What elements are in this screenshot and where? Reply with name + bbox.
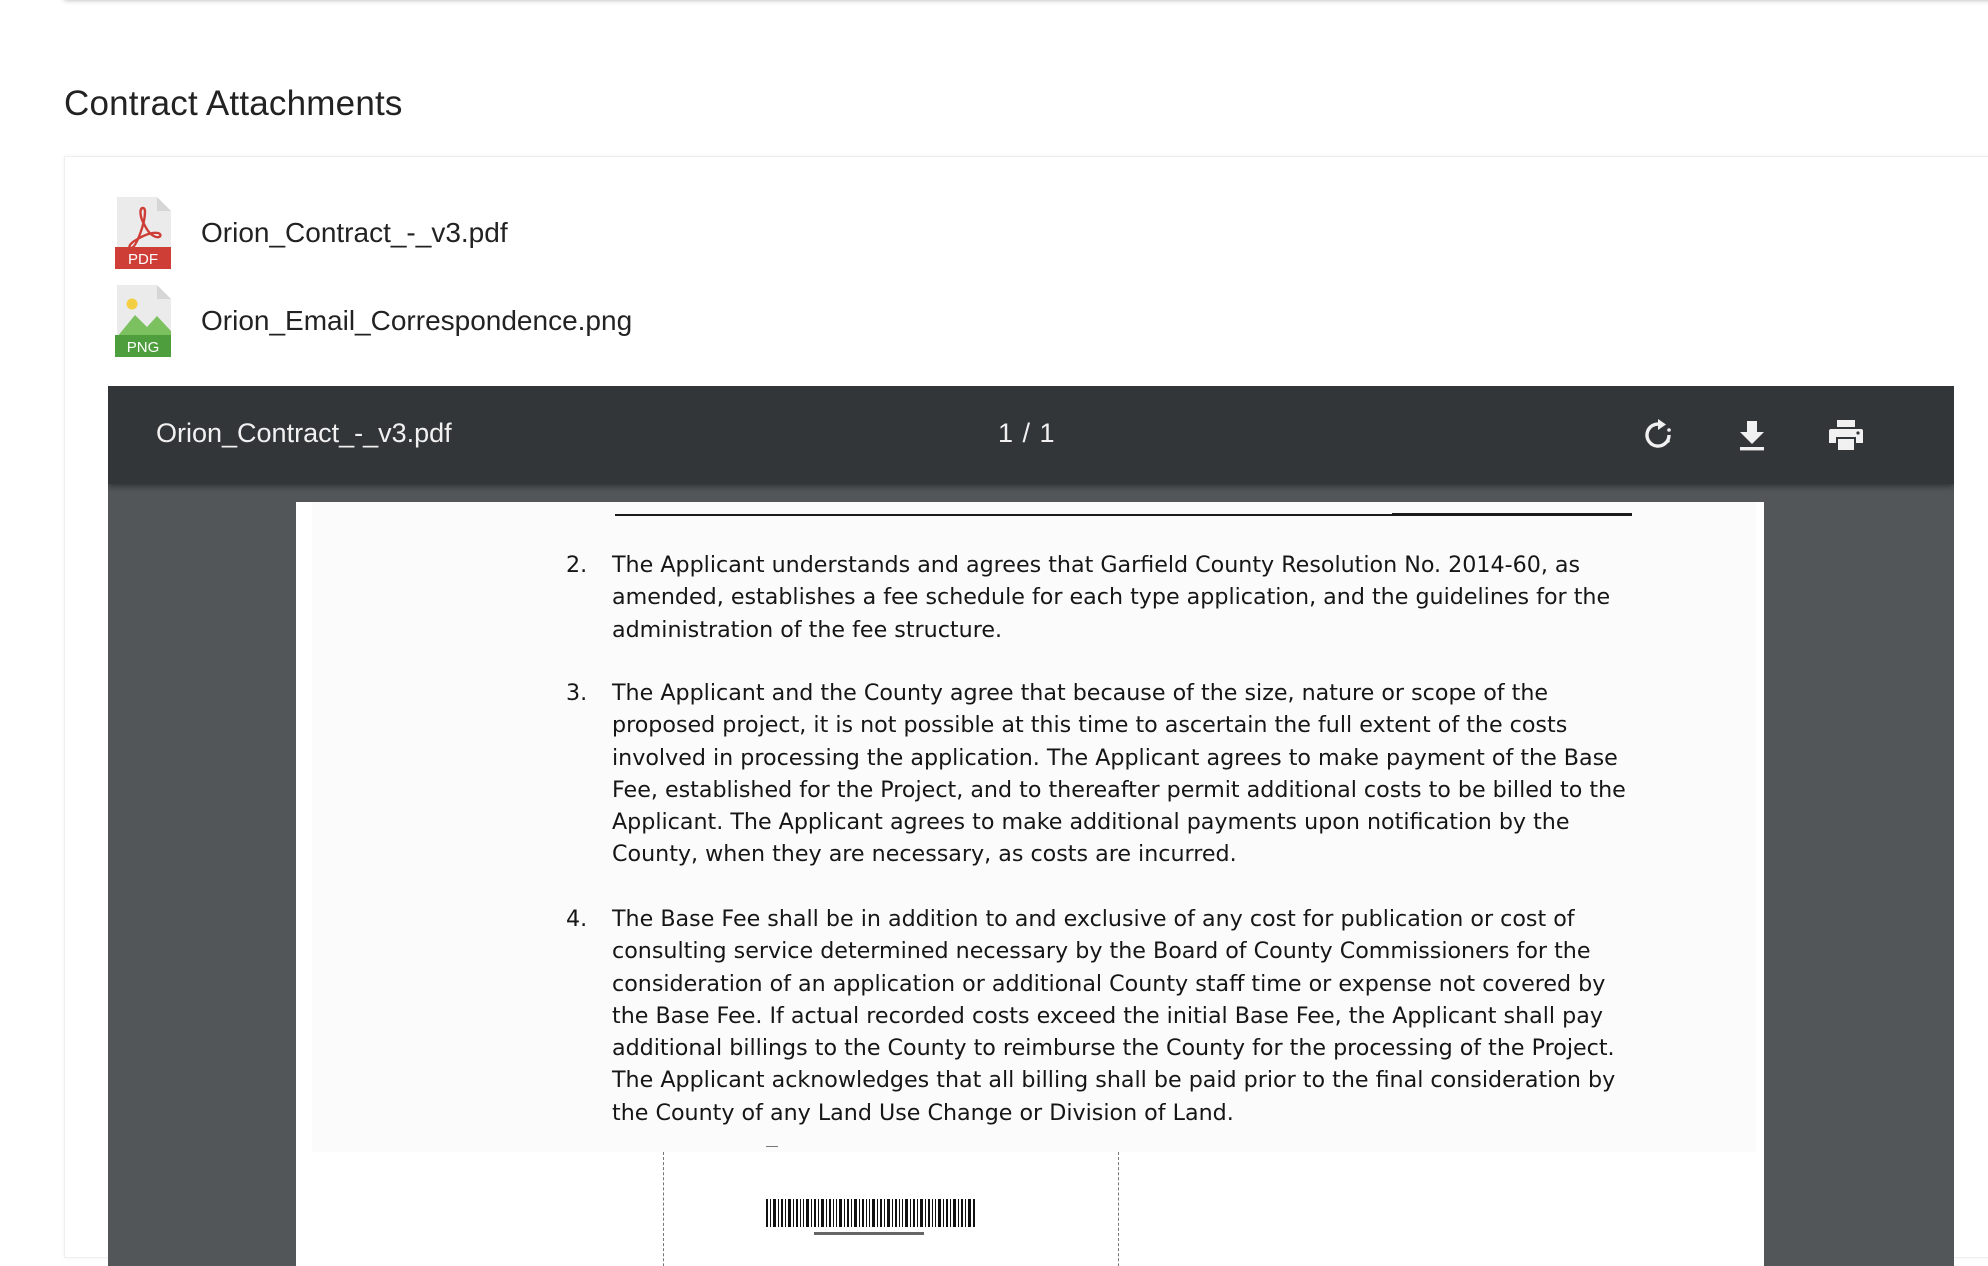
attachment-pdf[interactable]	[115, 197, 508, 269]
receipt-mark	[766, 1146, 778, 1147]
document-page	[296, 502, 1764, 1266]
png-type-label: PNG	[126, 339, 160, 356]
contract-attachments-heading: Contract Attachments	[64, 84, 403, 123]
download-button[interactable]	[1730, 413, 1774, 457]
clause-number: 3.	[566, 680, 588, 706]
clause	[566, 677, 1626, 871]
barcode-icon	[766, 1199, 976, 1239]
viewer-filename: Orion_Contract_-_v3.pdf	[156, 418, 452, 448]
receipt-border-right	[1118, 1152, 1119, 1266]
attachment-png[interactable]	[115, 285, 632, 357]
clause-number: 2.	[566, 552, 588, 578]
receipt-border-left	[663, 1152, 664, 1266]
attachment-name-png[interactable]: Orion_Email_Correspondence.png	[201, 305, 633, 336]
scanned-document	[312, 502, 1756, 1152]
pdf-file-icon	[115, 197, 171, 269]
png-file-icon	[115, 285, 171, 357]
pdf-viewer[interactable]	[108, 386, 1954, 1266]
clause	[566, 903, 1626, 1129]
pdf-type-label: PDF	[128, 251, 158, 268]
rotate-icon	[1640, 417, 1676, 453]
attachments-card	[64, 156, 1988, 1258]
signature-line	[1392, 513, 1632, 516]
clause-text: The Applicant understands and agrees that Garfield County Resolution No. 2014-60, as amended, establishes a fee schedule for each type application, and the guidelines for the administration of the fee structure.	[612, 552, 1611, 643]
clause-number: 4.	[566, 906, 588, 932]
clause-text: The Applicant and the County agree that because of the size, nature or scope of the proposed project, it is not possible at this time to ascertain the full extent of the costs involved in processing the application. The Applicant agrees to make payment of the Base Fee, established for the Project, and to thereafter permit additional costs to be billed to the Applicant. The Applicant agrees to make additional payments upon notification by the County, when they are necessary, as costs are incurred.	[612, 680, 1626, 868]
clause-text: The Base Fee shall be in addition to and exclusive of any cost for publication or cost of consulting service determined necessary by the Board of County Commissioners for the consideration of an application or additional County staff time or expense not covered by the Base Fee. If actual recorded costs exceed the initial Base Fee, the Applicant shall pay additional billings to the County to reimburse the County for the processing of the Project. The Applicant acknowledges that all billing shall be paid prior to the final consideration by the County of any Land Use Change or Division of Land.	[612, 906, 1616, 1126]
rotate-button[interactable]	[1636, 413, 1680, 457]
page-indicator: 1 / 1	[998, 418, 1056, 448]
attachment-name-pdf[interactable]: Orion_Contract_-_v3.pdf	[201, 217, 508, 248]
viewer-toolbar	[108, 386, 1954, 484]
print-button[interactable]	[1824, 413, 1868, 457]
clause	[566, 549, 1626, 646]
print-icon	[1827, 417, 1865, 453]
download-icon	[1734, 417, 1770, 453]
